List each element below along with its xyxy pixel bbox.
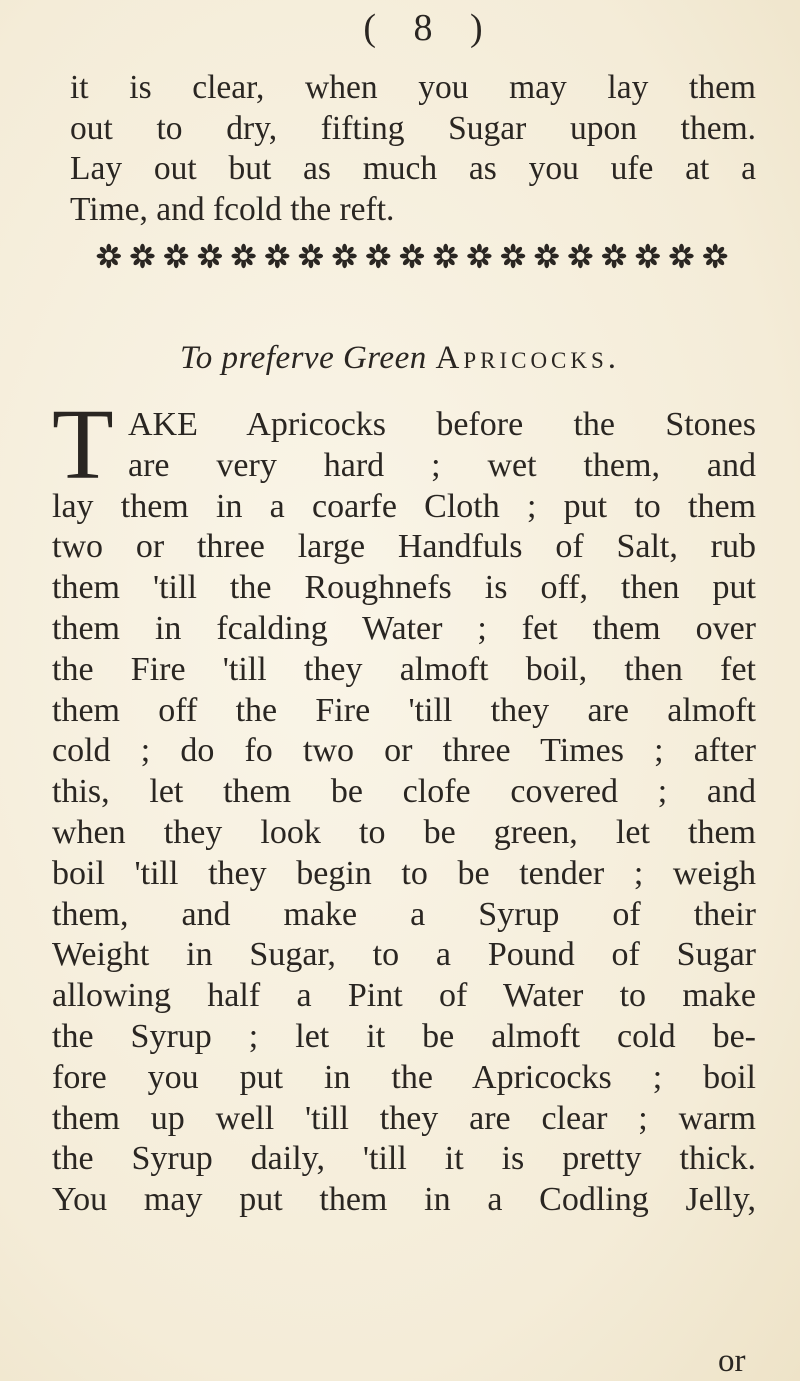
fleuron-icon — [97, 244, 121, 268]
drop-cap: T — [52, 388, 114, 500]
fleuron-icon — [434, 244, 458, 268]
fleuron-icon — [636, 244, 660, 268]
text-line: the Syrup daily, 'till it is pretty thick. — [52, 1140, 756, 1178]
fleuron-icon — [164, 244, 188, 268]
text-line: fore you put in the Apricocks ; boil — [52, 1058, 756, 1096]
page-number: ( 8 ) — [363, 7, 497, 49]
catchword: or — [718, 1343, 746, 1379]
text-line: Time, and fcold the reft. — [70, 190, 395, 228]
fleuron-icon — [92, 236, 732, 276]
heading-italic: To preferve Green — [179, 340, 427, 376]
fleuron-icon — [467, 244, 491, 268]
fleuron-icon — [602, 244, 626, 268]
text-line: You may put them in a Codling Jelly, — [52, 1181, 756, 1219]
text-line: Weight in Sugar, to a Pound of Sugar — [52, 936, 756, 974]
fleuron-icon — [501, 244, 525, 268]
text-line: the Syrup ; let it be almoft cold be- — [52, 1017, 756, 1055]
fleuron-icon — [265, 244, 289, 268]
fleuron-icon — [669, 244, 693, 268]
recipe-heading — [0, 340, 800, 377]
fleuron-icon — [299, 244, 323, 268]
fleuron-icon — [231, 244, 255, 268]
text-line: allowing half a Pint of Water to make — [52, 977, 756, 1015]
text-line: them up well 'till they are clear ; warm — [52, 1099, 756, 1137]
fleuron-icon — [332, 244, 356, 268]
text-line: two or three large Handfuls of Salt, rub — [52, 528, 756, 566]
text-line: it is clear, when you may lay them — [70, 69, 756, 106]
text-line: cold ; do fo two or three Times ; after — [52, 732, 756, 770]
text-line: them off the Fire 'till they are almoft — [52, 691, 756, 729]
fleuron-icon — [366, 244, 390, 268]
fleuron-ornament-row — [92, 236, 732, 276]
text-line: them in fcalding Water ; fet them over — [52, 609, 756, 647]
text-line: them 'till the Roughnefs is off, then put — [52, 569, 756, 607]
text-line: this, let them be clofe covered ; and — [52, 773, 756, 811]
text-line: the Fire 'till they almoft boil, then fet — [52, 650, 756, 688]
text-line: when they look to be green, let them — [52, 813, 756, 851]
fleuron-icon — [703, 244, 727, 268]
intro-paragraph — [70, 68, 756, 230]
fleuron-icon — [400, 244, 424, 268]
text-line: Lay out but as much as you ufe at a — [70, 150, 756, 187]
text-line: lay them in a coarfe Cloth ; put to them — [52, 487, 756, 525]
fleuron-icon — [535, 244, 559, 268]
fleuron-icon — [130, 244, 154, 268]
text-line: are very hard ; wet them, and — [128, 446, 756, 484]
text-line: AKE Apricocks before the Stones — [128, 406, 756, 443]
recipe-body — [52, 405, 756, 1221]
fleuron-icon — [568, 244, 592, 268]
text-line: boil 'till they begin to be tender ; weigh — [52, 854, 756, 892]
heading-caps: Apricocks. — [435, 340, 621, 376]
fleuron-icon — [198, 244, 222, 268]
text-line: them, and make a Syrup of their — [52, 895, 756, 933]
text-line: out to dry, fifting Sugar upon them. — [70, 109, 756, 147]
